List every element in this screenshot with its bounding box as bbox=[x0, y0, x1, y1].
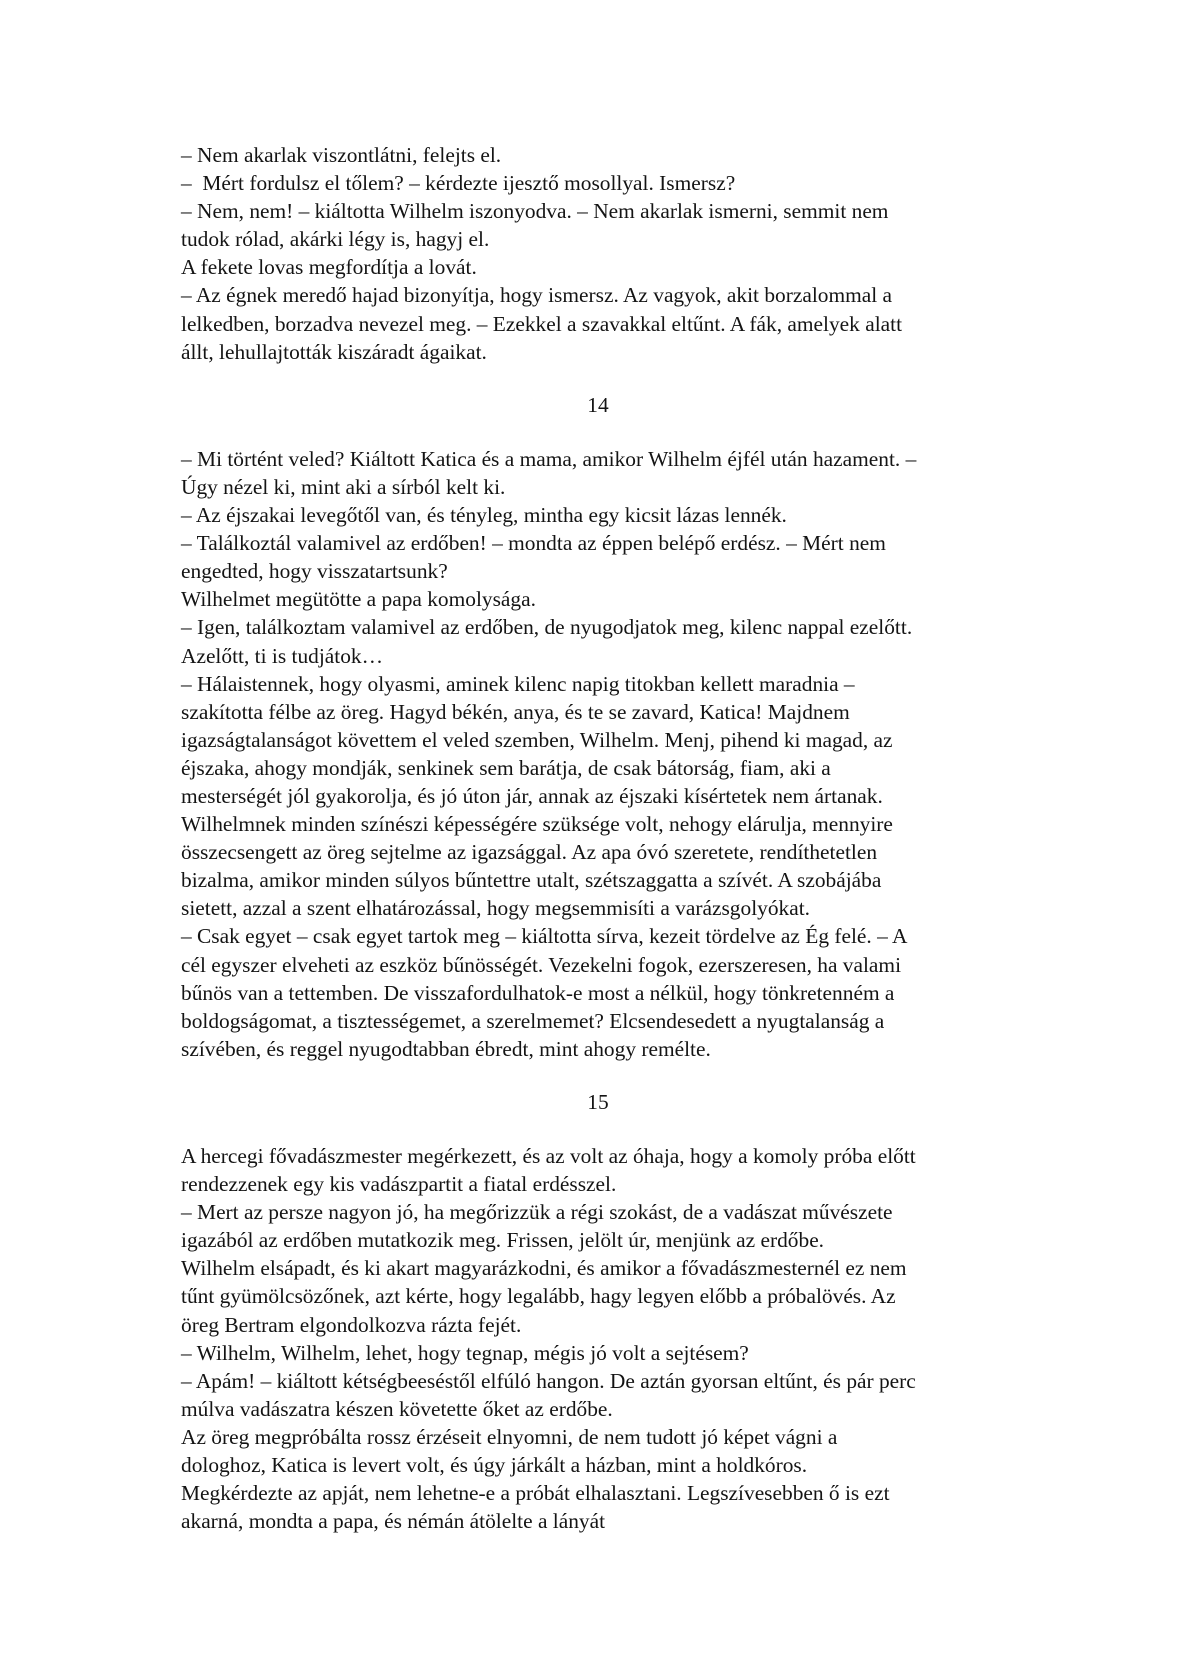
text-line: Wilhelmnek minden színészi képességére szüksége volt, nehogy elárulja, mennyire bbox=[181, 812, 893, 837]
text-line: A hercegi fővadászmester megérkezett, és az volt az óhaja, hogy a komoly próba előtt bbox=[181, 1144, 916, 1168]
text-line: Wilhelmet megütötte a papa komolysága. bbox=[181, 587, 536, 612]
text-line: A fekete lovas megfordítja a lovát. bbox=[181, 255, 477, 280]
text-line: Wilhelm elsápadt, és ki akart magyarázkodni, és amikor a fővadászmesternél ez nem bbox=[181, 1256, 907, 1281]
text-line: éjszaka, ahogy mondják, senkinek sem barátja, de csak bátorság, fiam, aki a bbox=[181, 755, 831, 780]
text-line: – Az éjszakai levegőtől van, és tényleg, mintha egy kicsit lázas lennék. bbox=[181, 503, 787, 528]
text-line: Azelőtt, ti is tudjátok… bbox=[181, 643, 383, 668]
section-13-end bbox=[181, 141, 1021, 366]
text-line: rendezzenek egy kis vadászpartit a fiatal erdésszel. bbox=[181, 1172, 617, 1197]
text-line: Az öreg megpróbálta rossz érzéseit elnyomni, de nem tudott jó képet vágni a bbox=[181, 1424, 838, 1449]
text-line: mesterségét jól gyakorolja, és jó úton jár, annak az éjszaki kísértetek nem ártanak. bbox=[181, 783, 883, 808]
text-line: összecsengett az öreg sejtelme az igazsággal. Az apa óvó szeretete, rendíthetetlen bbox=[181, 840, 878, 865]
text-line: öreg Bertram elgondolkozva rázta fejét. bbox=[181, 1312, 522, 1337]
text-line: akarná, mondta a papa, és némán átölelte a lányát bbox=[181, 1509, 606, 1534]
text-line: – Apám! – kiáltott kétségbeeséstől elfúló hangon. De aztán gyorsan eltűnt, és pár perc bbox=[181, 1368, 916, 1393]
text-line: – Az égnek meredő hajad bizonyítja, hogy ismersz. Az vagyok, akit borzalommal a bbox=[181, 283, 893, 308]
text-line: bizalma, amikor minden súlyos bűntettre utalt, szétszaggatta a szívét. A szobájába bbox=[181, 868, 882, 893]
text-line: – Nem, nem! – kiáltotta Wilhelm iszonyodva. – Nem akarlak ismerni, semmit nem bbox=[181, 199, 889, 224]
section-15 bbox=[181, 1142, 1021, 1535]
text-line: tűnt gyümölcsözőnek, azt kérte, hogy legalább, hagy legyen előbb a próbalövés. Az bbox=[181, 1284, 896, 1309]
chapter-number-14: 14 bbox=[587, 392, 609, 417]
section-14 bbox=[181, 445, 1021, 1063]
text-line: – Igen, találkoztam valamivel az erdőben, de nyugodjatok meg, kilenc nappal ezelőtt. bbox=[181, 615, 913, 640]
text-line: szakította félbe az öreg. Hagyd békén, anya, és te se zavard, Katica! Majdnem bbox=[181, 699, 850, 724]
text-line: tudok rólad, akárki légy is, hagyj el. bbox=[181, 227, 490, 252]
text-line: – Mért fordulsz el tőlem? – kérdezte ijesztő mosollyal. Ismersz? bbox=[181, 171, 736, 196]
chapter-number-15: 15 bbox=[587, 1089, 609, 1114]
text-line: lelkedben, borzadva nevezel meg. – Ezekkel a szavakkal eltűnt. A fák, amelyek alatt bbox=[181, 311, 903, 336]
text-line: cél egyszer elveheti az eszköz bűnösségét. Vezekelni fogok, ezerszeresen, ha valami bbox=[181, 952, 902, 977]
text-line: engedted, hogy visszatartsunk? bbox=[181, 559, 448, 584]
text-line: állt, lehullajtották kiszáradt ágaikat. bbox=[181, 339, 487, 364]
text-line: – Mi történt veled? Kiáltott Katica és a mama, amikor Wilhelm éjfél után hazament. – bbox=[181, 446, 917, 471]
text-line: boldogságomat, a tisztességemet, a szerelmemet? Elcsendesedett a nyugtalanság a bbox=[181, 1008, 885, 1033]
text-line: Megkérdezte az apját, nem lehetne-e a próbát elhalasztani. Legszívesebben ő is ezt bbox=[181, 1481, 890, 1506]
text-line: sietett, azzal a szent elhatározással, hogy megsemmisíti a varázsgolyókat. bbox=[181, 896, 811, 921]
text-line: múlva vadászatra készen követette őket az erdőbe. bbox=[181, 1396, 613, 1421]
document-body bbox=[181, 141, 1021, 1535]
text-line: dologhoz, Katica is levert volt, és úgy járkált a házban, mint a holdkóros. bbox=[181, 1453, 808, 1478]
text-line: szívében, és reggel nyugodtabban ébredt, mint ahogy remélte. bbox=[181, 1036, 711, 1061]
text-line: – Hálaistennek, hogy olyasmi, aminek kilenc napig titokban kellett maradnia – bbox=[181, 671, 855, 696]
text-line: – Találkoztál valamivel az erdőben! – mondta az éppen belépő erdész. – Mért nem bbox=[181, 531, 886, 556]
text-line: igazából az erdőben mutatkozik meg. Frissen, jelölt úr, menjünk az erdőbe. bbox=[181, 1228, 825, 1253]
text-line: igazságtalanságot követtem el veled szemben, Wilhelm. Menj, pihend ki magad, az bbox=[181, 727, 893, 752]
text-line: – Csak egyet – csak egyet tartok meg – kiáltotta sírva, kezeit tördelve az Ég felé. – A bbox=[181, 924, 908, 949]
text-line: bűnös van a tettemben. De visszafordulhatok-e most a nélkül, hogy tönkretenném a bbox=[181, 980, 895, 1005]
text-line: Úgy nézel ki, mint aki a sírból kelt ki. bbox=[181, 474, 506, 499]
text-line: – Nem akarlak viszontlátni, felejts el. bbox=[181, 143, 502, 167]
text-line: – Wilhelm, Wilhelm, lehet, hogy tegnap, mégis jó volt a sejtésem? bbox=[181, 1340, 749, 1365]
text-line: – Mert az persze nagyon jó, ha megőrizzük a régi szokást, de a vadászat művészete bbox=[181, 1200, 893, 1225]
